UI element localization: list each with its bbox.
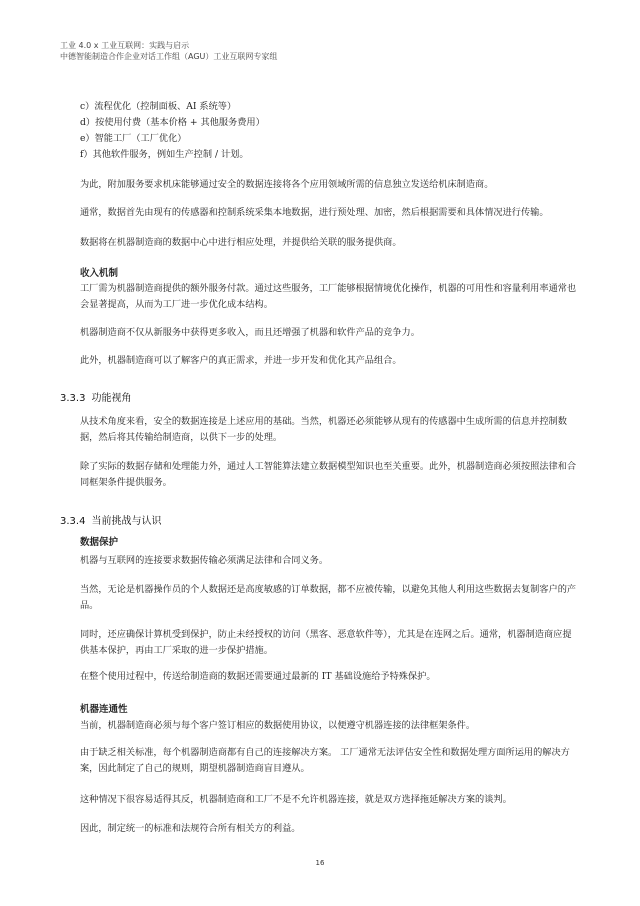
paragraph: 数据将在机器制造商的数据中心中进行相应处理，并提供给关联的服务提供商。 — [80, 237, 402, 248]
header-title: 工业 4.0 x 工业互联网：实践与启示 — [60, 41, 190, 50]
paragraph: 这种情况下很容易适得其反，机器制造商和工厂不是不允许机器连接，就是双方选择拖延解决方案的谈判。 — [80, 794, 512, 805]
paragraph: 由于缺乏相关标准，每个机器制造商都有自己的连接解决方案。 工厂通常无法评估安全性和数据处理方面所运用的解决方案，因此制定了自己的规则，期望机器制造商盲目遵从。 — [80, 747, 570, 774]
paragraph: 除了实际的数据存储和处理能力外，通过人工智能算法建立数据模型知识也至关重要。此外，机器制造商必须按照法律和合同框架条件提供服务。 — [80, 461, 577, 488]
section-number: 3.3.4 — [60, 516, 86, 527]
paragraph: 通常，数据首先由现有的传感器和控制系统采集本地数据，进行预处理、加密，然后根据需要和具体情况进行传输。 — [80, 207, 549, 218]
subheading-connectivity: 机器连通性 — [80, 704, 128, 715]
document-header — [60, 40, 277, 62]
header-subtitle: 中德智能制造合作企业对话工作组（AGU）工业互联网专家组 — [60, 52, 278, 61]
paragraph: 为此，附加服务要求机床能够通过安全的数据连接将各个应用领域所需的信息独立发送给机床制造商。 — [80, 179, 494, 190]
paragraph: 机器制造商不仅从新服务中获得更多收入，而且还增强了机器和软件产品的竞争力。 — [80, 327, 420, 338]
list-item: f）其他软件服务，例如生产控制 / 计划。 — [80, 149, 249, 160]
paragraph: 机器与互联网的连接要求数据传输必须满足法律和合同义务。 — [80, 555, 329, 566]
subheading-data-protection: 数据保护 — [80, 537, 119, 548]
paragraph: 当然，无论是机器操作员的个人数据还是高度敏感的订单数据，都不应被传输，以避免其他人利用这些数据去复制客户的产品。 — [80, 584, 577, 611]
paragraph: 因此，制定统一的标准和法规符合所有相关方的利益。 — [80, 823, 301, 834]
section-heading-333 — [60, 389, 131, 404]
subheading-revenue: 收入机制 — [80, 268, 119, 279]
paragraph: 同时，还应确保计算机受到保护，防止未经授权的访问（黑客、恶意软件等），尤其是在连网之后。通常，机器制造商应提供基本保护，再由工厂采取的进一步保护措施。 — [80, 629, 572, 656]
section-heading-334 — [60, 512, 161, 527]
list-item: c）流程优化（控制面板、AI 系统等） — [80, 101, 237, 112]
list-item: e）智能工厂（工厂优化） — [80, 133, 187, 144]
paragraph: 从技术角度来看，安全的数据连接是上述应用的基础。当然，机器还必须能够从现有的传感器中生成所需的信息并控制数据，然后将其传输给制造商，以供下一步的处理。 — [80, 416, 567, 443]
paragraph: 当前，机器制造商必须与每个客户签订相应的数据使用协议，以便遵守机器连接的法律框架条件。 — [80, 720, 476, 731]
section-title: 功能视角 — [91, 393, 132, 404]
list-item: d）按使用付费（基本价格 + 其他服务费用） — [80, 117, 265, 128]
section-title: 当前挑战与认识 — [91, 516, 162, 527]
paragraph: 在整个使用过程中，传送给制造商的数据还需要通过最新的 IT 基础设施给予特殊保护。 — [80, 671, 436, 682]
page-number: 16 — [315, 859, 325, 867]
paragraph: 此外，机器制造商可以了解客户的真正需求，并进一步开发和优化其产品组合。 — [80, 355, 402, 366]
section-number: 3.3.3 — [60, 393, 86, 404]
paragraph: 工厂需为机器制造商提供的额外服务付款。通过这些服务，工厂能够根据情境优化操作，机器的可用性和容量利用率通常也会显著提高，从而为工厂进一步优化成本结构。 — [80, 283, 577, 310]
